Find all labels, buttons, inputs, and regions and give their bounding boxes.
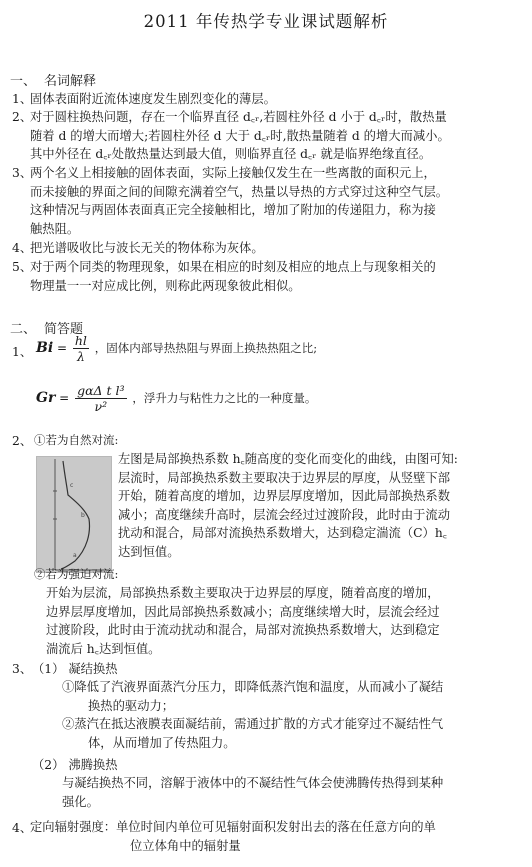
paragraph-line: 层流时，局部换热系数主要取决于边界层的厚度，从竖壁下部 bbox=[118, 470, 451, 485]
paragraph-line: 减小；高度继续升高时，层流会经过过渡阶段，此时由于流动 bbox=[118, 507, 451, 522]
item-text: 而未接触的界面之间的间隙充满着空气，热量以导热的方式穿过这种空气层。 bbox=[30, 184, 449, 199]
question-2-number: 2、 bbox=[12, 434, 33, 448]
paragraph-line: 过渡阶段，此时由于流动扰动和混合，局部对流换热系数增大，达到稳定 bbox=[46, 623, 440, 638]
item-text: 随着 d 的增大而增大;若圆柱外径 d 大于 d꜀ᵣ时,散热量随着 d 的增大而减小。 bbox=[30, 128, 450, 143]
item-number: 1、 bbox=[12, 92, 33, 106]
formula-lhs: Gr bbox=[36, 390, 56, 406]
question-3-number: 3、 bbox=[12, 662, 33, 676]
fraction-numerator: hl bbox=[74, 333, 87, 348]
paragraph-line: 体，从而增加了传热阻力。 bbox=[88, 735, 236, 750]
fraction-numerator: gαΔ t l³ bbox=[77, 383, 125, 398]
natural-convection-explanation bbox=[118, 450, 528, 562]
boiling-explanation bbox=[62, 774, 528, 811]
item-number: 5、 bbox=[12, 260, 33, 274]
biot-number-formula bbox=[36, 333, 317, 364]
condensation-explanation bbox=[62, 678, 528, 752]
section-number: 一、 bbox=[10, 74, 37, 89]
boiling-heading: （2） 沸腾换热 bbox=[32, 758, 118, 772]
paragraph-line: 扰动和混合，局部对流换热系数增大，达到稳定湍流（C）h꜀ bbox=[118, 526, 448, 541]
condensation-heading: （1） 凝结换热 bbox=[32, 662, 118, 676]
paragraph-line: ①降低了汽液界面蒸汽分压力，即降低蒸汽饱和温度，从而减小了凝结 bbox=[62, 680, 444, 694]
paragraph-line: 开始为层流，局部换热系数主要取决于边界层的厚度，随着高度的增加， bbox=[46, 586, 440, 600]
item-number: 2、 bbox=[12, 110, 33, 124]
fraction-denominator: λ bbox=[76, 349, 85, 364]
item-text: 对于两个同类的物理现象，如果在相应的时刻及相应的地点上与现象相关的 bbox=[30, 260, 436, 274]
formula-equals: = bbox=[59, 391, 70, 405]
formula-lhs: Bi bbox=[36, 340, 54, 356]
definition-item-1 bbox=[12, 90, 524, 109]
svg-text:a: a bbox=[73, 552, 77, 559]
section-1-heading bbox=[10, 70, 96, 89]
paragraph-line: 达到恒值。 bbox=[118, 544, 180, 559]
case-natural-convection-label: ①若为自然对流: bbox=[34, 433, 119, 447]
item-number: 4、 bbox=[12, 241, 33, 255]
item-text: 固体表面附近流体速度发生剧烈变化的薄层。 bbox=[30, 92, 276, 106]
definition-item-2 bbox=[12, 108, 524, 164]
grashof-number-formula bbox=[36, 383, 316, 414]
item-text: 两个名义上相接触的固体表面，实际上接触仅发生在一些离散的面积元上， bbox=[30, 166, 436, 180]
definition-item-3 bbox=[12, 164, 524, 238]
paragraph-line: 开始，随着高度的增加，边界层厚度增加，因此局部换热系数 bbox=[118, 489, 451, 504]
item-text: 其中外径在 d꜀ᵣ处散热量达到最大值，则临界直径 d꜀ᵣ 就是临界绝缘直径。 bbox=[30, 147, 432, 161]
definition-item-5 bbox=[12, 258, 524, 295]
item-text: 对于圆柱换热问题，存在一个临界直径 d꜀ᵣ,若圆柱外径 d 小于 d꜀ᵣ时，散热量 bbox=[30, 110, 447, 124]
item-number: 3、 bbox=[12, 166, 33, 180]
paragraph-line: ②蒸汽在抵达液膜表面凝结前，需通过扩散的方式才能穿过不凝结性气 bbox=[62, 717, 444, 732]
forced-convection-explanation bbox=[46, 584, 526, 658]
svg-text:b: b bbox=[81, 512, 85, 519]
formula-description: ，浮升力与粘性力之比的一种度量。 bbox=[132, 391, 317, 405]
paragraph-line: 左图是局部换热系数 h꜀随高度的变化而变化的曲线，由图可知: bbox=[118, 452, 458, 466]
paragraph-line: 强化。 bbox=[62, 794, 99, 809]
document-title: 2011 年传热学专业课试题解析 bbox=[143, 12, 389, 31]
fraction-denominator: ν² bbox=[94, 399, 108, 414]
paragraph-line: 位立体角中的辐射量 bbox=[130, 838, 241, 853]
directional-radiation-intensity-definition bbox=[30, 818, 528, 855]
formula-equals: = bbox=[56, 341, 68, 355]
question-1-number: 1、 bbox=[12, 345, 33, 359]
item-text: 触热阻。 bbox=[30, 221, 80, 236]
section-title: 名词解释 bbox=[44, 74, 97, 89]
section-title: 简答题 bbox=[44, 322, 84, 337]
svg-text:c: c bbox=[70, 482, 74, 489]
heat-transfer-coefficient-figure bbox=[36, 456, 112, 573]
item-text: 把光谱吸收比与波长无关的物体称为灰体。 bbox=[30, 241, 264, 255]
case-forced-convection-label: ②若为强迫对流: bbox=[34, 567, 119, 581]
definition-item-4 bbox=[12, 239, 524, 258]
question-4-number: 4、 bbox=[12, 821, 33, 835]
section-number: 二、 bbox=[10, 322, 37, 337]
paragraph-line: 与凝结换热不同，溶解于液体中的不凝结性气体会使沸腾传热得到某种 bbox=[62, 776, 444, 790]
paragraph-line: 定向辐射强度：单位时间内单位可见辐射面积发射出去的落在任意方向的单 bbox=[30, 820, 436, 834]
formula-description: ，固体内部导热热阻与界面上换热热阻之比; bbox=[94, 341, 318, 355]
local-h-curve-graphic bbox=[37, 457, 111, 572]
paragraph-line: 湍流后 h꜀达到恒值。 bbox=[46, 641, 161, 656]
paragraph-line: 换热的驱动力； bbox=[88, 698, 175, 713]
item-text: 物理量一一对应成比例，则称此两现象彼此相似。 bbox=[30, 278, 301, 293]
item-text: 这种情况与两固体表面真正完全接触相比，增加了附加的传递阻力，称为接 bbox=[30, 203, 436, 217]
paragraph-line: 边界层厚度增加，因此局部换热系数减小；高度继续增大时，层流会经过 bbox=[46, 604, 440, 619]
